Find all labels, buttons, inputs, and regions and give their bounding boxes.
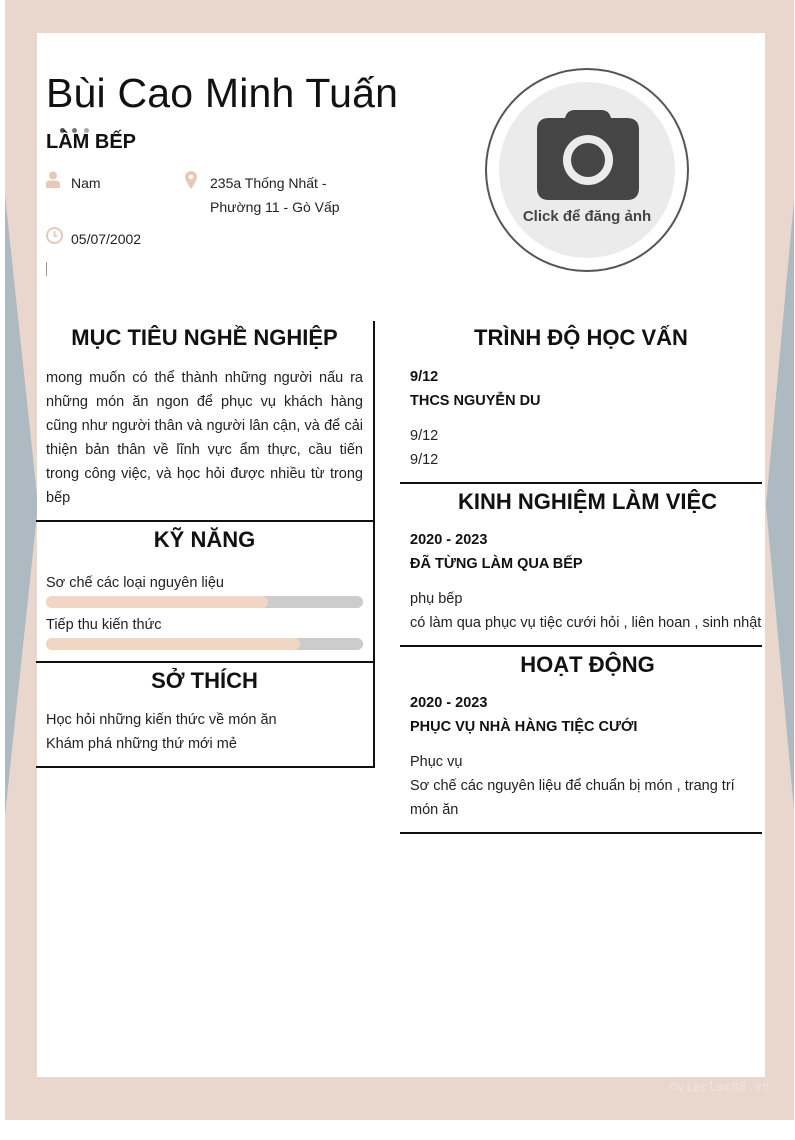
experience-description[interactable]: có làm qua phục vụ tiệc cưới hỏi , liên hoan , sinh nhật	[410, 615, 762, 631]
experience-company[interactable]: ĐÃ TỪNG LÀM QUA BẾP	[410, 556, 583, 572]
address-line-1: 235a Thống Nhất -	[210, 175, 327, 191]
address[interactable]	[210, 171, 340, 219]
hobby-item[interactable]: Khám phá những thứ mới mẻ	[46, 736, 237, 752]
job-title[interactable]: LÀM BẾP	[46, 131, 136, 153]
skill-bar[interactable]	[46, 596, 363, 608]
divider	[36, 766, 375, 768]
skill-bar-fill	[46, 638, 300, 650]
activities-title[interactable]: HOẠT ĐỘNG	[520, 652, 655, 677]
objective-title[interactable]: MỤC TIÊU NGHỀ NGHIỆP	[71, 325, 338, 350]
watermark: ©vieclam88.vn	[669, 1080, 770, 1094]
hobby-item[interactable]: Học hỏi những kiến thức về món ăn	[46, 712, 277, 728]
skills-title[interactable]: KỸ NĂNG	[153, 527, 256, 552]
experience-title[interactable]: KINH NGHIỆM LÀM VIỆC	[457, 489, 718, 514]
education-period[interactable]: 9/12	[410, 369, 439, 385]
skill-label[interactable]: Sơ chế các loại nguyên liệu	[46, 575, 224, 591]
gender-value[interactable]: Nam	[71, 175, 101, 191]
photo-upload-label: Click để đăng ảnh	[522, 208, 652, 225]
divider	[36, 661, 374, 663]
experience-position[interactable]: phụ bếp	[410, 591, 463, 607]
person-icon	[46, 171, 60, 188]
hobbies-title[interactable]: SỞ THÍCH	[151, 668, 258, 693]
activity-description[interactable]: Sơ chế các nguyên liệu để chuẩn bị món , trang trí món ăn	[410, 778, 735, 818]
activity-organization[interactable]: PHỤC VỤ NHÀ HÀNG TIỆC CƯỚI	[410, 719, 638, 735]
calendar-clock-icon	[46, 227, 63, 244]
divider	[400, 645, 762, 647]
skill-bar-fill	[46, 596, 268, 608]
objective-text[interactable]: mong muốn có thể thành những người nấu ra những món ăn ngon để phục vụ khách hàng cũng như người thân và người lân cận, và để cải thiện bản thân về lĩnh vực ẩm thực, cầu tiến trong công việc, và học hỏi được nhiều từ trong bếp	[46, 370, 363, 506]
experience-period[interactable]: 2020 - 2023	[410, 532, 488, 548]
skill-bar[interactable]	[46, 638, 363, 650]
divider	[400, 832, 762, 834]
location-pin-icon	[185, 171, 197, 189]
activity-period[interactable]: 2020 - 2023	[410, 695, 488, 711]
education-line[interactable]: 9/12	[410, 452, 439, 468]
photo-upload[interactable]	[485, 68, 689, 272]
skill-label[interactable]: Tiếp thu kiến thức	[46, 617, 162, 633]
candidate-name[interactable]: Bùi Cao Minh Tuấn	[46, 70, 399, 116]
education-school[interactable]: THCS NGUYỄN DU	[410, 393, 541, 409]
divider	[36, 520, 374, 522]
text-cursor	[46, 262, 47, 276]
address-line-2: Phường 11 - Gò Vấp	[210, 199, 340, 215]
birthdate-value[interactable]: 05/07/2002	[71, 231, 142, 247]
education-line[interactable]: 9/12	[410, 428, 439, 444]
activity-role[interactable]: Phục vụ	[410, 754, 463, 770]
divider	[400, 482, 762, 484]
left-decor-triangle	[5, 195, 38, 815]
camera-icon	[535, 108, 641, 200]
education-title[interactable]: TRÌNH ĐỘ HỌC VẤN	[474, 325, 688, 350]
